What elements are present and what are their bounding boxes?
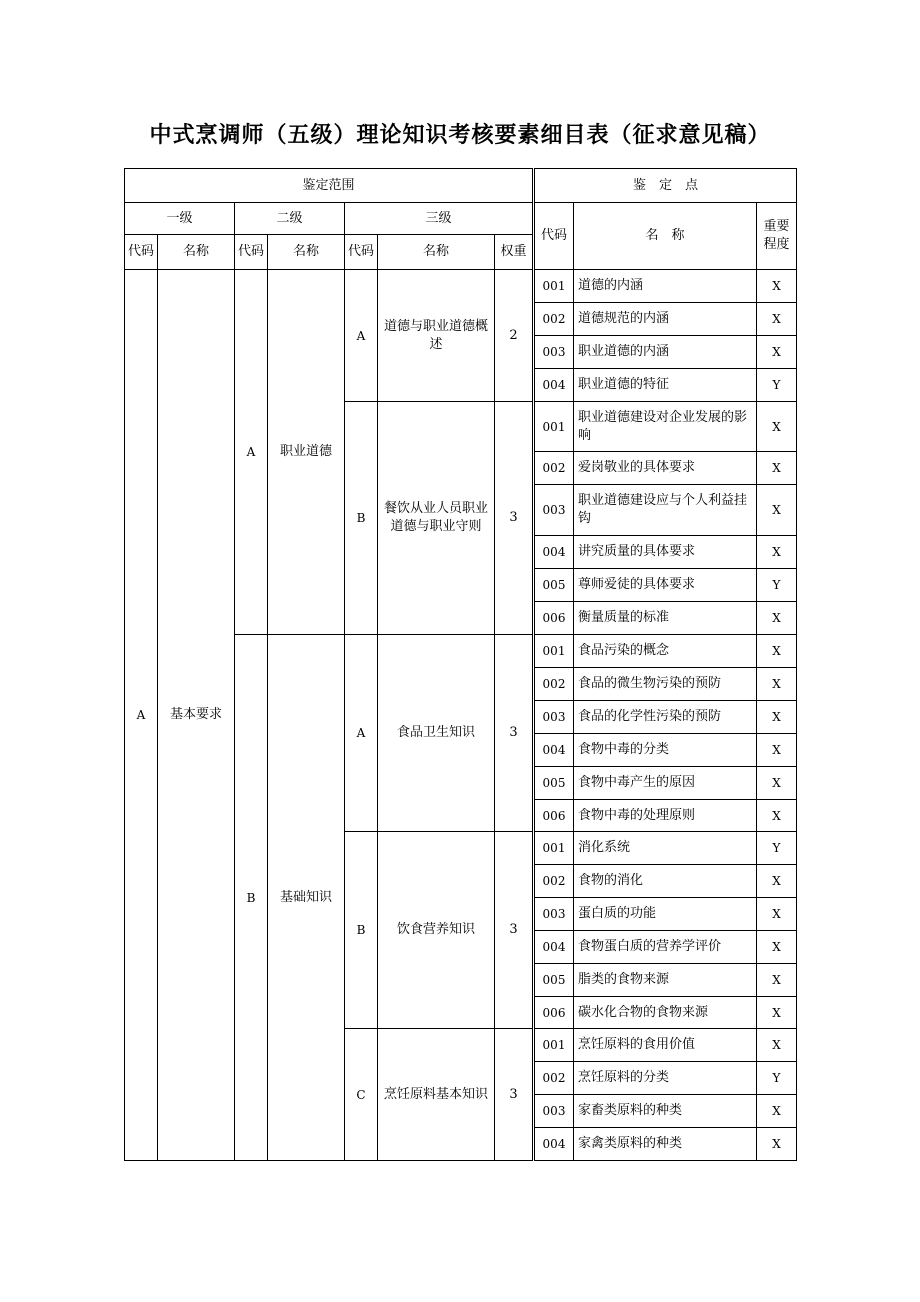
page-title: 中式烹调师（五级）理论知识考核要素细目表（征求意见稿） (149, 123, 771, 148)
point-name: 职业道德建设应与个人利益挂钩 (574, 485, 757, 536)
level2-name-header: 名称 (268, 235, 345, 270)
point-importance: X (757, 898, 797, 931)
level2-code: B (235, 635, 268, 1161)
level3-name: 食品卫生知识 (378, 635, 495, 832)
point-code: 001 (535, 832, 574, 865)
point-importance: X (757, 1095, 797, 1128)
point-name: 衡量质量的标准 (574, 602, 757, 635)
point-importance: X (757, 734, 797, 767)
point-code: 006 (535, 800, 574, 832)
level2-code: A (235, 270, 268, 635)
level3-weight: 3 (495, 402, 533, 635)
point-name: 食品污染的概念 (574, 635, 757, 668)
level3-weight: 3 (495, 1029, 533, 1161)
point-importance: Y (757, 569, 797, 602)
level2-name: 职业道德 (268, 270, 345, 635)
point-code: 003 (535, 1095, 574, 1128)
point-code: 006 (535, 997, 574, 1029)
level3-name-header: 名称 (378, 235, 495, 270)
level2-header: 二级 (235, 203, 345, 235)
point-name: 尊师爱徒的具体要求 (574, 569, 757, 602)
point-name-header: 名 称 (574, 203, 757, 270)
level1-code-header: 代码 (125, 235, 158, 270)
point-code: 003 (535, 336, 574, 369)
point-importance: X (757, 303, 797, 336)
level3-name: 餐饮从业人员职业道德与职业守则 (378, 402, 495, 635)
point-name: 烹饪原料的分类 (574, 1062, 757, 1095)
points-table (534, 168, 797, 1161)
point-importance: X (757, 602, 797, 635)
point-code-header: 代码 (535, 203, 574, 270)
level1-header: 一级 (125, 203, 235, 235)
point-code: 004 (535, 734, 574, 767)
point-importance: X (757, 1128, 797, 1161)
point-name: 食品的微生物污染的预防 (574, 668, 757, 701)
point-importance: Y (757, 1062, 797, 1095)
point-name: 职业道德的特征 (574, 369, 757, 402)
point-importance: X (757, 800, 797, 832)
point-name: 食物的消化 (574, 865, 757, 898)
point-name: 蛋白质的功能 (574, 898, 757, 931)
level1-name: 基本要求 (158, 270, 235, 1161)
point-name: 道德的内涵 (574, 270, 757, 303)
point-importance: X (757, 1029, 797, 1062)
point-importance: X (757, 452, 797, 485)
level3-code-header: 代码 (345, 235, 378, 270)
level3-weight: 3 (495, 635, 533, 832)
point-name: 家禽类原料的种类 (574, 1128, 757, 1161)
point-name: 职业道德的内涵 (574, 336, 757, 369)
point-code: 003 (535, 701, 574, 734)
point-importance: X (757, 270, 797, 303)
level3-code: B (345, 402, 378, 635)
point-importance: X (757, 536, 797, 569)
point-importance: X (757, 485, 797, 536)
scope-table (124, 168, 533, 1161)
point-code: 001 (535, 270, 574, 303)
point-name: 食物中毒的分类 (574, 734, 757, 767)
point-name: 讲究质量的具体要求 (574, 536, 757, 569)
point-importance: X (757, 336, 797, 369)
level1-name-header: 名称 (158, 235, 235, 270)
weight-header: 权重 (495, 235, 533, 270)
level3-code: B (345, 832, 378, 1029)
point-name: 爱岗敬业的具体要求 (574, 452, 757, 485)
point-code: 001 (535, 402, 574, 452)
point-importance: Y (757, 369, 797, 402)
point-importance: X (757, 997, 797, 1029)
point-code: 003 (535, 485, 574, 536)
level3-weight: 2 (495, 270, 533, 402)
point-name: 食物中毒产生的原因 (574, 767, 757, 800)
point-code: 005 (535, 964, 574, 997)
level3-code: A (345, 635, 378, 832)
level3-name: 饮食营养知识 (378, 832, 495, 1029)
level3-name: 烹饪原料基本知识 (378, 1029, 495, 1161)
point-name: 碳水化合物的食物来源 (574, 997, 757, 1029)
level3-code: A (345, 270, 378, 402)
point-name: 食品的化学性污染的预防 (574, 701, 757, 734)
point-code: 001 (535, 635, 574, 668)
point-name: 食物蛋白质的营养学评价 (574, 931, 757, 964)
level2-code-header: 代码 (235, 235, 268, 270)
point-code: 001 (535, 1029, 574, 1062)
point-code: 004 (535, 1128, 574, 1161)
point-name: 道德规范的内涵 (574, 303, 757, 336)
level3-header: 三级 (345, 203, 533, 235)
point-name: 烹饪原料的食用价值 (574, 1029, 757, 1062)
point-importance: X (757, 701, 797, 734)
point-name: 脂类的食物来源 (574, 964, 757, 997)
point-importance: X (757, 865, 797, 898)
point-name: 职业道德建设对企业发展的影响 (574, 402, 757, 452)
point-code: 002 (535, 1062, 574, 1095)
point-code: 002 (535, 668, 574, 701)
point-code: 006 (535, 602, 574, 635)
scope-header: 鉴定范围 (125, 169, 533, 203)
point-importance: Y (757, 832, 797, 865)
point-code: 002 (535, 452, 574, 485)
point-code: 004 (535, 536, 574, 569)
level2-name: 基础知识 (268, 635, 345, 1161)
point-code: 005 (535, 569, 574, 602)
point-name: 家畜类原料的种类 (574, 1095, 757, 1128)
point-code: 004 (535, 931, 574, 964)
level3-weight: 3 (495, 832, 533, 1029)
point-importance: X (757, 767, 797, 800)
point-code: 002 (535, 865, 574, 898)
point-name: 食物中毒的处理原则 (574, 800, 757, 832)
point-importance: X (757, 668, 797, 701)
point-importance: X (757, 402, 797, 452)
level3-name: 道德与职业道德概述 (378, 270, 495, 402)
point-code: 002 (535, 303, 574, 336)
importance-header: 重要程度 (757, 203, 797, 270)
point-importance: X (757, 635, 797, 668)
point-code: 003 (535, 898, 574, 931)
point-code: 005 (535, 767, 574, 800)
point-importance: X (757, 964, 797, 997)
point-name: 消化系统 (574, 832, 757, 865)
points-header: 鉴 定 点 (535, 169, 797, 203)
point-code: 004 (535, 369, 574, 402)
level1-code: A (125, 270, 158, 1161)
level3-code: C (345, 1029, 378, 1161)
point-importance: X (757, 931, 797, 964)
